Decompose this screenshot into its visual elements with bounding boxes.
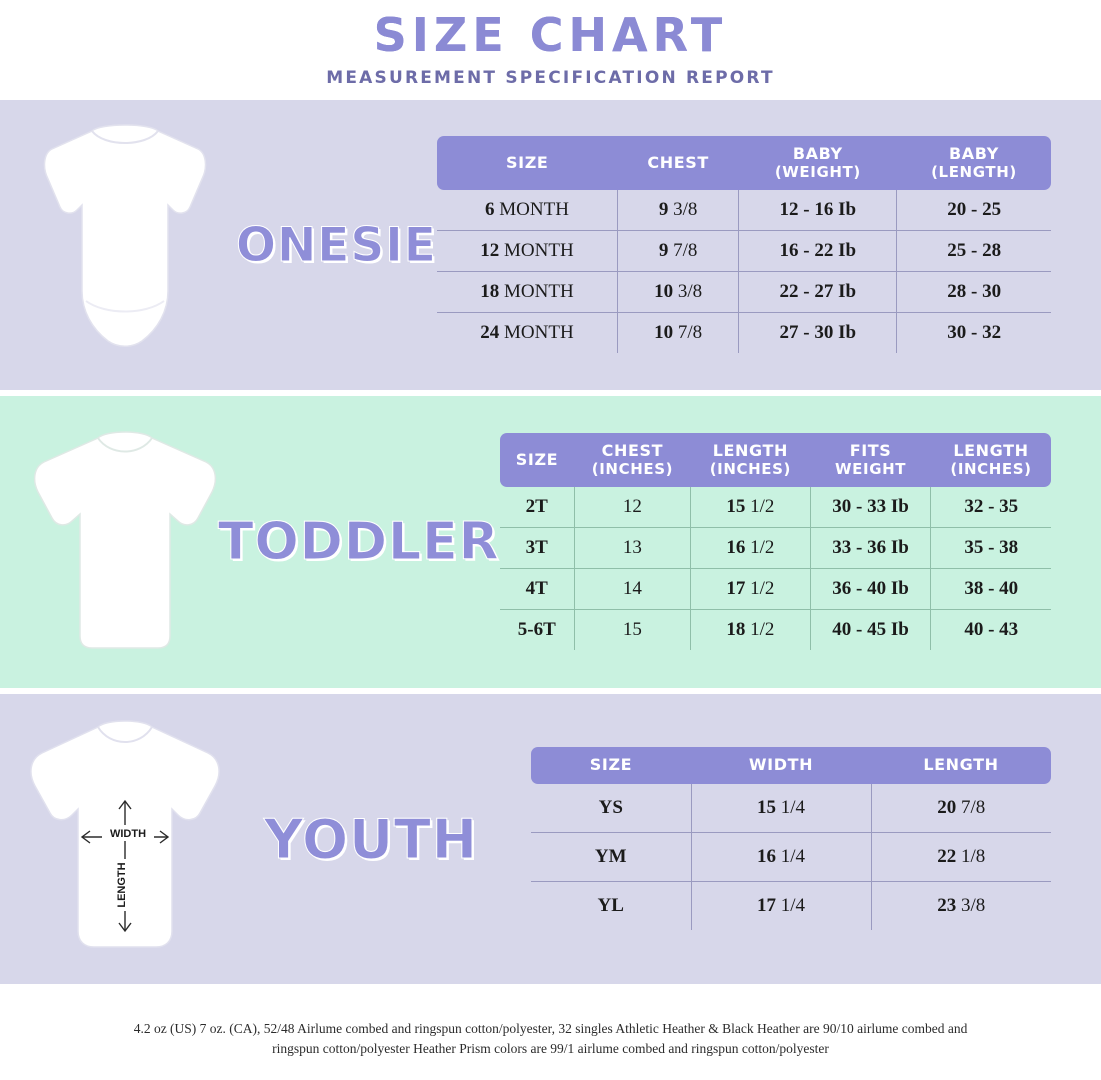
- footer-line-1: 4.2 oz (US) 7 oz. (CA), 52/48 Airlume combed and ringspun cotton/polyester, 32 singles Athletic Heather & Black Heather are 90/10 airlume combed and: [133, 1020, 968, 1036]
- youth-label-wrap: [250, 808, 478, 871]
- page-subtitle: MEASUREMENT SPECIFICATION REPORT: [326, 68, 775, 88]
- cell-weight: 36 - 40 Ib: [810, 568, 931, 609]
- cell-chest: 10 7/8: [618, 312, 739, 353]
- table-header-row: [437, 136, 1051, 190]
- cell-weight: 33 - 36 Ib: [810, 527, 931, 568]
- cell-chest: 9 3/8: [618, 190, 739, 231]
- cell-weight: 27 - 30 Ib: [739, 312, 897, 353]
- cell-length: 16 1/2: [691, 527, 811, 568]
- section-onesie: [0, 100, 1101, 390]
- youth-illustration-wrap: [0, 694, 250, 984]
- cell-weight: 22 - 27 Ib: [739, 271, 897, 312]
- table-row: [500, 609, 1051, 650]
- section-label-youth: YOUTH: [264, 807, 478, 871]
- cell-width: 16 1/4: [691, 832, 871, 881]
- table-row: [531, 784, 1051, 833]
- table-row: [531, 881, 1051, 930]
- table-header-row: [500, 433, 1051, 487]
- col-length-inches: LENGTH (INCHES): [691, 433, 811, 487]
- section-toddler: [0, 396, 1101, 688]
- col-chest-inches: CHEST (INCHES): [574, 433, 690, 487]
- col-length: LENGTH: [871, 747, 1051, 783]
- section-label-toddler: TODDLER: [218, 512, 500, 572]
- col-baby-length: BABY (LENGTH): [897, 136, 1051, 190]
- table-row: [500, 487, 1051, 528]
- toddler-table-wrap: [500, 433, 1101, 651]
- cell-chest: 13: [574, 527, 690, 568]
- col-width: WIDTH: [691, 747, 871, 783]
- cell-length: 20 - 25: [897, 190, 1051, 231]
- cell-length: 28 - 30: [897, 271, 1051, 312]
- cell-size: YL: [597, 894, 624, 916]
- cell-size: YS: [531, 784, 691, 833]
- table-row: [531, 832, 1051, 881]
- cell-length: 22 1/8: [871, 832, 1051, 881]
- onesie-label-wrap: [236, 217, 437, 273]
- cell-size: YM: [531, 832, 691, 881]
- cell-chest: 14: [574, 568, 690, 609]
- table-row: [437, 271, 1051, 312]
- cell-weight: 16 - 22 Ib: [739, 230, 897, 271]
- cell-length2: 35 - 38: [931, 527, 1051, 568]
- table-row: [500, 527, 1051, 568]
- cell-size: 5-6T: [517, 618, 556, 640]
- youth-size-table: [531, 747, 1051, 930]
- section-youth: [0, 694, 1101, 984]
- col-size: SIZE: [500, 433, 575, 487]
- col-size: SIZE: [437, 136, 618, 190]
- cell-length2: 38 - 40: [931, 568, 1051, 609]
- table-row: [437, 312, 1051, 353]
- footer-line-2: ringspun cotton/polyester Heather Prism colors are 99/1 airlume combed and ringspun cotton/polyester: [272, 1041, 829, 1056]
- col-size: SIZE: [531, 747, 691, 783]
- col-fits-weight: FITS WEIGHT: [810, 433, 931, 487]
- cell-length2: 40 - 43: [931, 609, 1051, 650]
- col-chest: CHEST: [618, 136, 739, 190]
- cell-length: 18 1/2: [691, 609, 811, 650]
- cell-chest: 9 7/8: [618, 230, 739, 271]
- cell-chest: 15: [574, 609, 690, 650]
- cell-length: 20 7/8: [871, 784, 1051, 833]
- section-label-onesie: ONESIE: [236, 217, 437, 273]
- toddler-label-wrap: [218, 512, 500, 572]
- col-baby-weight: BABY (WEIGHT): [739, 136, 897, 190]
- table-header-row: [531, 747, 1051, 783]
- page-header: [0, 0, 1101, 100]
- cell-length: 15 1/2: [691, 487, 811, 528]
- cell-width: 15 1/4: [691, 784, 871, 833]
- cell-length: 25 - 28: [897, 230, 1051, 271]
- table-row: [500, 568, 1051, 609]
- page-title: SIZE CHART: [373, 8, 728, 62]
- width-measure-label: WIDTH: [109, 828, 147, 840]
- cell-size: 3T: [500, 527, 575, 568]
- cell-length: 23 3/8: [871, 881, 1051, 930]
- onesie-table-wrap: [437, 136, 1101, 354]
- toddler-size-table: [500, 433, 1051, 651]
- toddler-illustration-wrap: [0, 396, 250, 688]
- cell-size: 24 MONTH: [480, 321, 574, 343]
- cell-weight: 12 - 16 Ib: [739, 190, 897, 231]
- cell-size: 18 MONTH: [437, 271, 618, 312]
- cell-width: 17 1/4: [691, 881, 871, 930]
- cell-weight: 40 - 45 Ib: [810, 609, 931, 650]
- onesie-bodysuit-illustration: [30, 115, 220, 375]
- length-measure-label: LENGTH: [116, 862, 128, 908]
- onesie-illustration-wrap: [0, 100, 250, 390]
- cell-chest: 10 3/8: [618, 271, 739, 312]
- cell-chest: 12: [574, 487, 690, 528]
- cell-size: 4T: [500, 568, 575, 609]
- cell-length2: 32 - 35: [931, 487, 1051, 528]
- table-row: [437, 190, 1051, 231]
- cell-size: 12 MONTH: [437, 230, 618, 271]
- col-length-inches-2: LENGTH (INCHES): [931, 433, 1051, 487]
- cell-size: 6 MONTH: [437, 190, 618, 231]
- fabric-disclaimer-footer: [0, 998, 1101, 1080]
- table-row: [437, 230, 1051, 271]
- youth-tshirt-measurement-illustration: [10, 709, 240, 969]
- cell-length: 30 - 32: [897, 312, 1051, 353]
- cell-size: 2T: [500, 487, 575, 528]
- cell-length: 17 1/2: [691, 568, 811, 609]
- cell-weight: 30 - 33 Ib: [810, 487, 931, 528]
- onesie-size-table: [437, 136, 1051, 354]
- youth-table-wrap: [478, 747, 1101, 930]
- toddler-tshirt-illustration: [20, 422, 230, 662]
